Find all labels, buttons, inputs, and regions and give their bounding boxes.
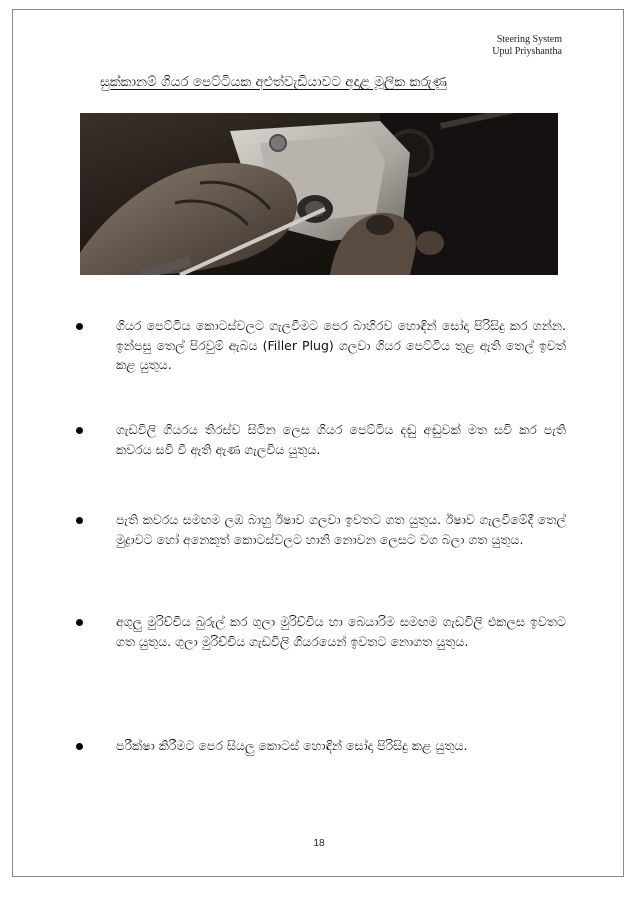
list-item-text: පැති කවරය සමඟම ලඹ බාහු ඊෂාව ගලවා ඉවතට ගත යුතුය. ඊෂාව ගැලවීමේදී තෙල් මුද්‍රාවට හෝ අනෙකුත් කොටස්වලට හානි නොවන ලෙසට වග බලා ගත යුතුය. — [116, 512, 566, 547]
header-author: Upul Priyshantha — [492, 46, 562, 57]
bullet-icon — [76, 743, 83, 750]
list-item-text: අගුලු මුරිච්චිය බුරුල් කර ගුලා මුරිච්චිය හා බෙයාරිම සමඟම ගැඩවිලි එකලස ඉවතට ගත යුතුය. ගුලා මුරිච්චිය ගැඩවිලි ගියරයෙන් ඉවතට නොගත යුතුය. — [116, 614, 566, 649]
list-item-text: ගියර පෙට්ටිය කොටස්වලට ගැලවීමට පෙර බාහිරව හොඳින් සෝදා පිරිසිදු කර ගන්න. ඉන්පසු තෙල් පිරවුම් ඇබය (Filler Plug) ගලවා ගියර පෙට්ටිය තුළ ඇති තෙල් ඉවත් කළ යුතුය. — [116, 318, 566, 372]
bullet-icon — [76, 427, 83, 434]
mechanic-hands-gearbox-photo — [80, 113, 558, 275]
header-course: Steering System — [496, 34, 562, 45]
list-item-text: පරීක්ෂා කිරීමට පෙර සියලු කොටස් හොඳින් සෝදා පිරිසිදු කළ යුතුය. — [116, 738, 468, 753]
bullet-icon — [76, 619, 83, 626]
page-title: සුක්කානම් ගියර පෙට්ටියක අළුත්වැඩියාවට අදාළ මූලික කරුණු — [100, 74, 447, 90]
photo-illustration — [80, 113, 558, 275]
bullet-icon — [76, 517, 83, 524]
bullet-icon — [76, 323, 83, 330]
list-item-text: ගැඩවිලි ගියරය තිරස්ව සිටින ලෙස ගියර පෙට්ටිය දඬු අඬුවක් මත සවි කර පැති කවරය සවි වී ඇති ඇණ ගැලවිය යුතුය. — [116, 422, 566, 457]
running-header — [492, 34, 562, 58]
page-number: 18 — [313, 838, 325, 849]
